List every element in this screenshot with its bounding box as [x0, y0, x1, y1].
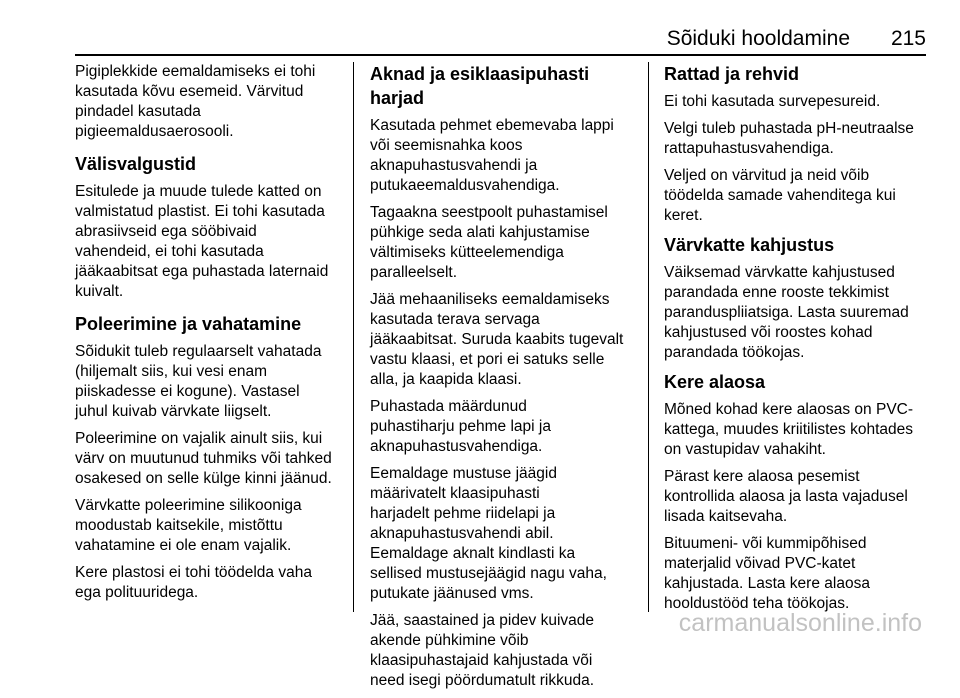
header-rule: [75, 54, 926, 56]
text-line: Tagaakna seestpoolt puhastamisel: [370, 204, 608, 221]
text-column-3: [664, 62, 934, 621]
text-line: Kere plastosi ei tohi töödelda vaha: [75, 564, 312, 581]
text-line: aknapuhastusvahendi ja: [370, 157, 538, 174]
text-line: Velgi tuleb puhastada pH-neutraalse: [664, 120, 914, 137]
text-column-1: [75, 62, 347, 610]
text-line: määrivatelt klaasipuhasti: [370, 485, 540, 502]
text-line: Kasutada pehmet ebemevaba lappi: [370, 117, 614, 134]
paragraph: [370, 203, 642, 283]
text-line: Puhastada määrdunud: [370, 398, 527, 415]
text-line: osakesed on selle külge kinni jäänud.: [75, 470, 332, 487]
paragraph: [370, 397, 642, 457]
column-divider: [353, 62, 354, 612]
text-line: materjalid võivad PVC-katet: [664, 555, 856, 572]
text-line: paralleelselt.: [370, 264, 458, 281]
paragraph: [664, 467, 934, 527]
text-line: aknapuhastusvahendiga.: [370, 438, 543, 455]
text-line: Eemaldage aknalt kindlasti ka: [370, 545, 576, 562]
text-line: alla, ja kaapida klaasi.: [370, 371, 522, 388]
paragraph: [75, 496, 347, 556]
text-line: Poleerimine on vajalik ainult siis, kui: [75, 430, 323, 447]
text-line: kasutada terava servaga: [370, 311, 540, 328]
text-line: rattapuhastusvahendiga.: [664, 140, 834, 157]
text-line: Jää, saastained ja pidev kuivade: [370, 612, 595, 629]
page-number: 215: [890, 27, 926, 50]
text-line: kasutada kõvu esemeid. Värvitud: [75, 83, 304, 100]
text-line: aknapuhastusvahendi abil.: [370, 525, 554, 542]
text-line: kontrollida alaosa ja lasta vajadusel: [664, 488, 908, 505]
text-line: vastu klaasi, et pori ei satuks selle: [370, 351, 605, 368]
text-line: värv on muutunud tuhmiks või tahked: [75, 450, 332, 467]
text-line: parandada enne rooste tekkimist: [664, 284, 889, 301]
text-line: sellised mustusejäägid nagu vaha,: [370, 565, 607, 582]
text-line: Eemaldage mustuse jäägid: [370, 465, 557, 482]
paragraph: [75, 563, 347, 603]
paragraph: [370, 116, 642, 196]
page-header: [75, 26, 926, 52]
text-line: need isegi pöördumatult rikkuda.: [370, 672, 595, 689]
text-line: Sõidukit tuleb regulaarselt vahatada: [75, 343, 322, 360]
paragraph: [370, 290, 642, 390]
text-line: Esitulede ja muude tulede katted on: [75, 183, 322, 200]
text-line: putukate jäänused vms.: [370, 585, 534, 602]
text-line: harjadelt pehme riidelapi ja: [370, 505, 556, 522]
paragraph: [664, 400, 934, 460]
text-line: Pigiplekkide eemaldamiseks ei tohi: [75, 63, 316, 80]
text-line: kahjustada. Lasta kere alaosa: [664, 575, 870, 592]
text-line: paranduspliiatsiga. Lasta suuremad: [664, 304, 909, 321]
text-line: akende pühkimine võib: [370, 632, 529, 649]
text-line: on vastupidav vahakiht.: [664, 441, 826, 458]
section-heading: Aknad ja esiklaasipuhasti harjad: [370, 64, 590, 108]
text-line: Bituumeni- või kummipõhised: [664, 535, 867, 552]
text-line: Värvkatte poleerimine silikooniga: [75, 497, 302, 514]
text-line: parandada töökojas.: [664, 344, 805, 361]
text-line: kuivalt.: [75, 283, 124, 300]
text-line: Mõned kohad kere alaosas on PVC-: [664, 401, 914, 418]
paragraph: [370, 464, 642, 604]
paragraph: [664, 119, 934, 159]
text-line: jääkaabitsat ega puhastada laternaid: [75, 263, 329, 280]
text-line: vahendeid, ei tohi kasutada: [75, 243, 264, 260]
text-line: piiskadesse ei kogune). Vastasel: [75, 383, 300, 400]
text-line: puhastiharju pehme lapi ja: [370, 418, 551, 435]
section-heading: Kere alaosa: [664, 372, 766, 392]
section-heading: Rattad ja rehvid: [664, 64, 800, 84]
section-heading: Värvkatte kahjustus: [664, 235, 835, 255]
paragraph: [75, 342, 347, 422]
text-column-2: [370, 62, 642, 698]
text-line: putukaeemaldusvahendiga.: [370, 177, 560, 194]
text-line: vältimiseks kütteelemendiga: [370, 244, 564, 261]
section-heading: Poleerimine ja vahatamine: [75, 314, 302, 334]
text-line: keret.: [664, 207, 703, 224]
text-line: Pärast kere alaosa pesemist: [664, 468, 860, 485]
text-line: moodustab kaitsekile, mistõttu: [75, 517, 283, 534]
text-line: (hiljemalt siis, kui vesi enam: [75, 363, 268, 380]
page-title: Sõiduki hooldamine: [666, 27, 850, 50]
paragraph: [664, 92, 934, 112]
text-line: pühkige seda alati kahjustamise: [370, 224, 590, 241]
text-line: pindadel kasutada: [75, 103, 201, 120]
paragraph: [75, 62, 347, 142]
text-line: klaasipuhastajaid kahjustada või: [370, 652, 593, 669]
text-line: kattega, muudes kriitilistes kohtades: [664, 421, 913, 438]
text-line: juhul kuivab värvkate liigselt.: [75, 403, 272, 420]
text-line: või seemisnahka koos: [370, 137, 523, 154]
text-line: vahatamine ei ole enam vajalik.: [75, 537, 292, 554]
text-line: Ei tohi kasutada survepesureid.: [664, 93, 881, 110]
text-line: lisada kaitsevaha.: [664, 508, 788, 525]
text-line: valmistatud plastist. Ei tohi kasutada: [75, 203, 325, 220]
paragraph: [370, 611, 642, 691]
text-line: abrasiivseid ega sööbivaid: [75, 223, 257, 240]
section-heading: Välisvalgustid: [75, 154, 197, 174]
paragraph: [664, 166, 934, 226]
text-line: Veljed on värvitud ja neid võib: [664, 167, 870, 184]
paragraph: [75, 182, 347, 302]
watermark: carmanualsonline.info: [678, 609, 922, 637]
column-divider: [648, 62, 649, 612]
text-line: pigieemaldusaerosooli.: [75, 123, 234, 140]
text-line: Jää mehaaniliseks eemaldamiseks: [370, 291, 610, 308]
paragraph: [664, 534, 934, 614]
text-line: Väiksemad värvkatte kahjustused: [664, 264, 895, 281]
text-line: hooldustööd teha töökojas.: [664, 595, 850, 612]
paragraph: [664, 263, 934, 363]
text-line: jääkaabitsat. Suruda kaabits tugevalt: [370, 331, 624, 348]
text-line: kahjustused või roostes kohad: [664, 324, 873, 341]
paragraph: [75, 429, 347, 489]
text-line: ega polituuridega.: [75, 584, 199, 601]
text-line: töödelda samade vahenditega kui: [664, 187, 896, 204]
